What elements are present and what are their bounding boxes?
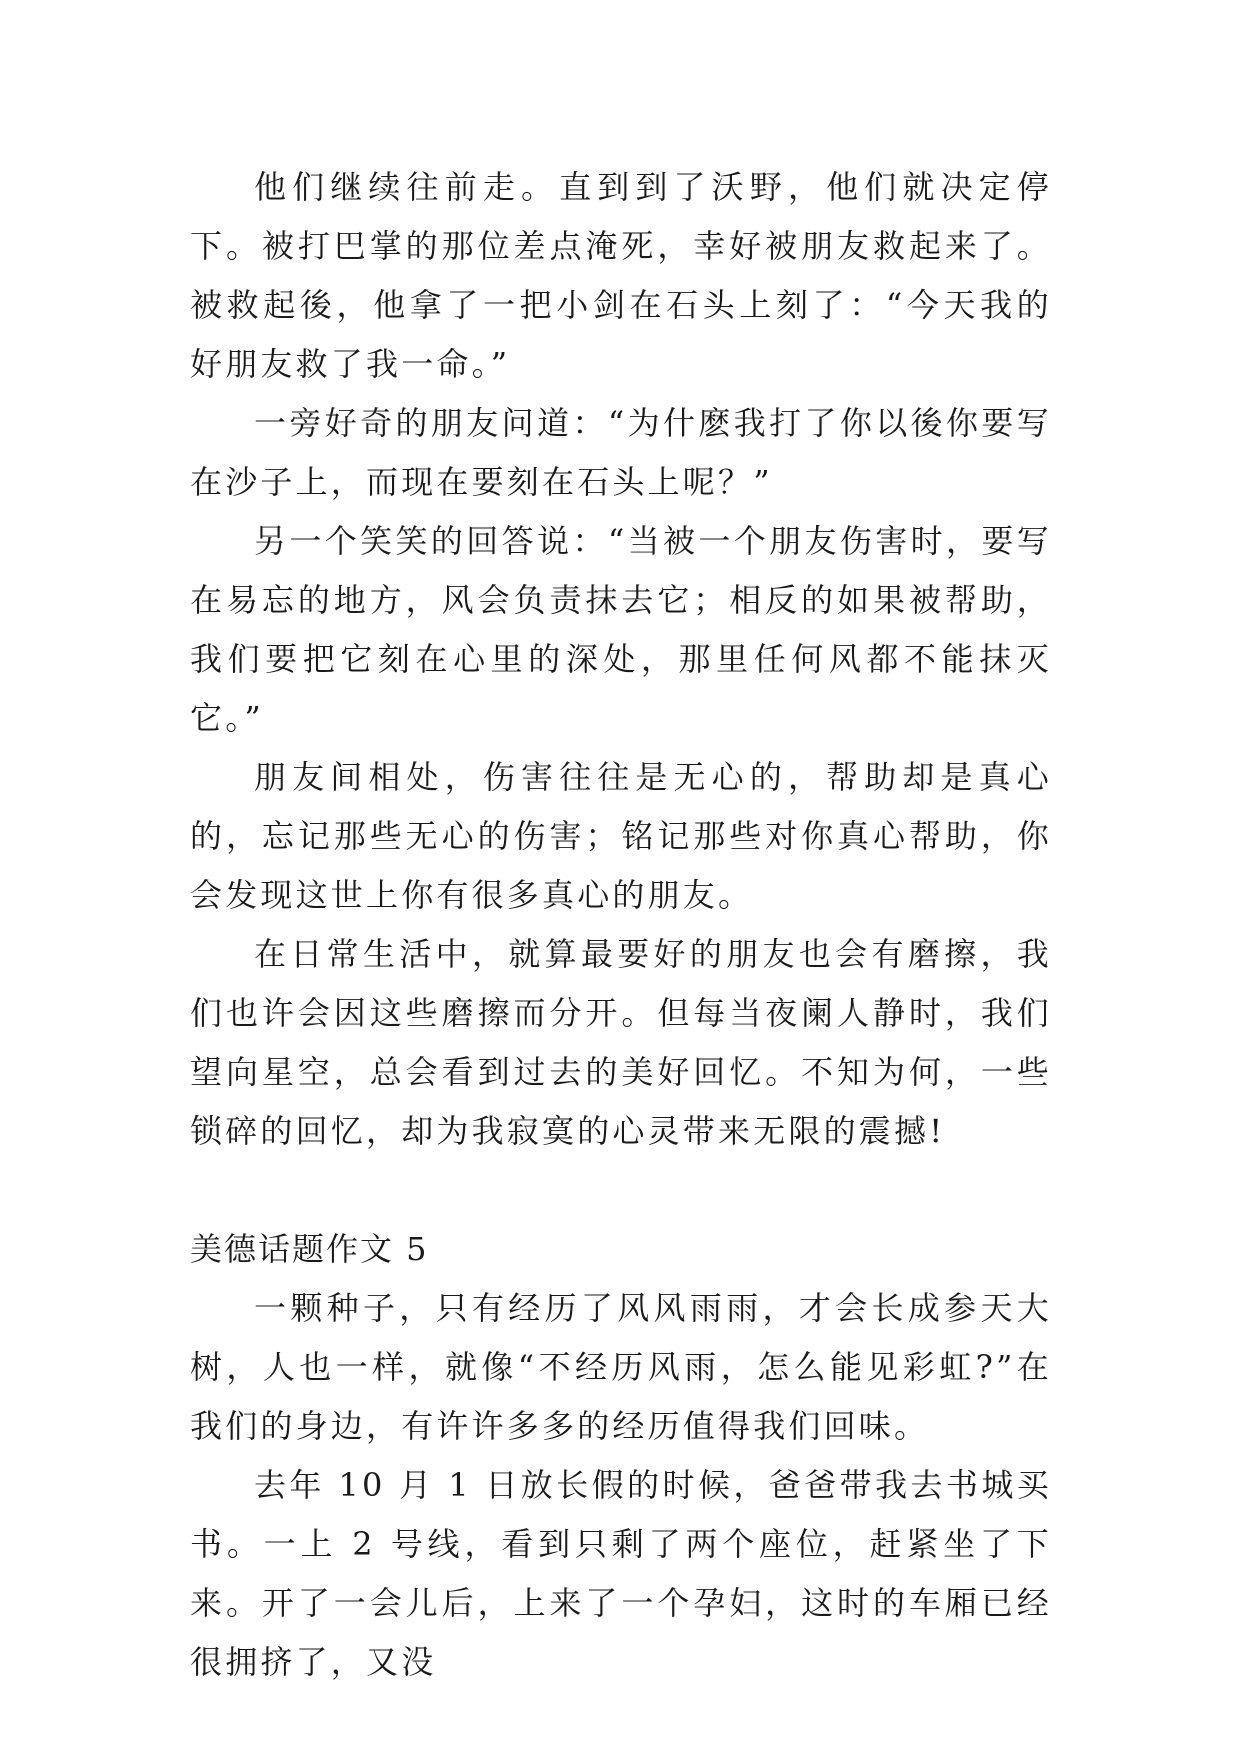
paragraph: 一旁好奇的朋友问道：“为什麽我打了你以後你要写在沙子上，而现在要刻在石头上呢？” [190, 404, 1052, 501]
paragraph: 去年 10 月 1 日放长假的时候，爸爸带我去书城买书。一上 2 号线，看到只剩了两个座位，赶紧坐了下来。开了一会儿后，上来了一个孕妇，这时的车厢已经很拥挤了，又没 [190, 1466, 1052, 1681]
paragraph: 朋友间相处，伤害往往是无心的，帮助却是真心的，忘记那些无心的伤害；铭记那些对你真心帮助，你会发现这世上你有很多真心的朋友。 [190, 758, 1052, 914]
paragraph: 在日常生活中，就算最要好的朋友也会有磨擦，我们也许会因这些磨擦而分开。但每当夜阑人静时，我们望向星空，总会看到过去的美好回忆。不知为何，一些锁碎的回忆，却为我寂寞的心灵带来无限的震撼! [190, 935, 1052, 1150]
paragraph: 一颗种子，只有经历了风风雨雨，才会长成参天大树，人也一样，就像“不经历风雨，怎么能见彩虹?”在我们的身边，有许许多多的经历值得我们回味。 [190, 1289, 1052, 1445]
paragraph: 另一个笑笑的回答说：“当被一个朋友伤害时，要写在易忘的地方，风会负责抹去它；相反的如果被帮助，我们要把它刻在心里的深处，那里任何风都不能抹灭它。” [190, 522, 1052, 737]
section-title: 美德话题作文 5 [190, 1230, 429, 1268]
document-body [190, 158, 1052, 1692]
paragraph: 他们继续往前走。直到到了沃野，他们就决定停下。被打巴掌的那位差点淹死，幸好被朋友救起来了。被救起後，他拿了一把小剑在石头上刻了：“今天我的好朋友救了我一命。” [190, 168, 1052, 383]
